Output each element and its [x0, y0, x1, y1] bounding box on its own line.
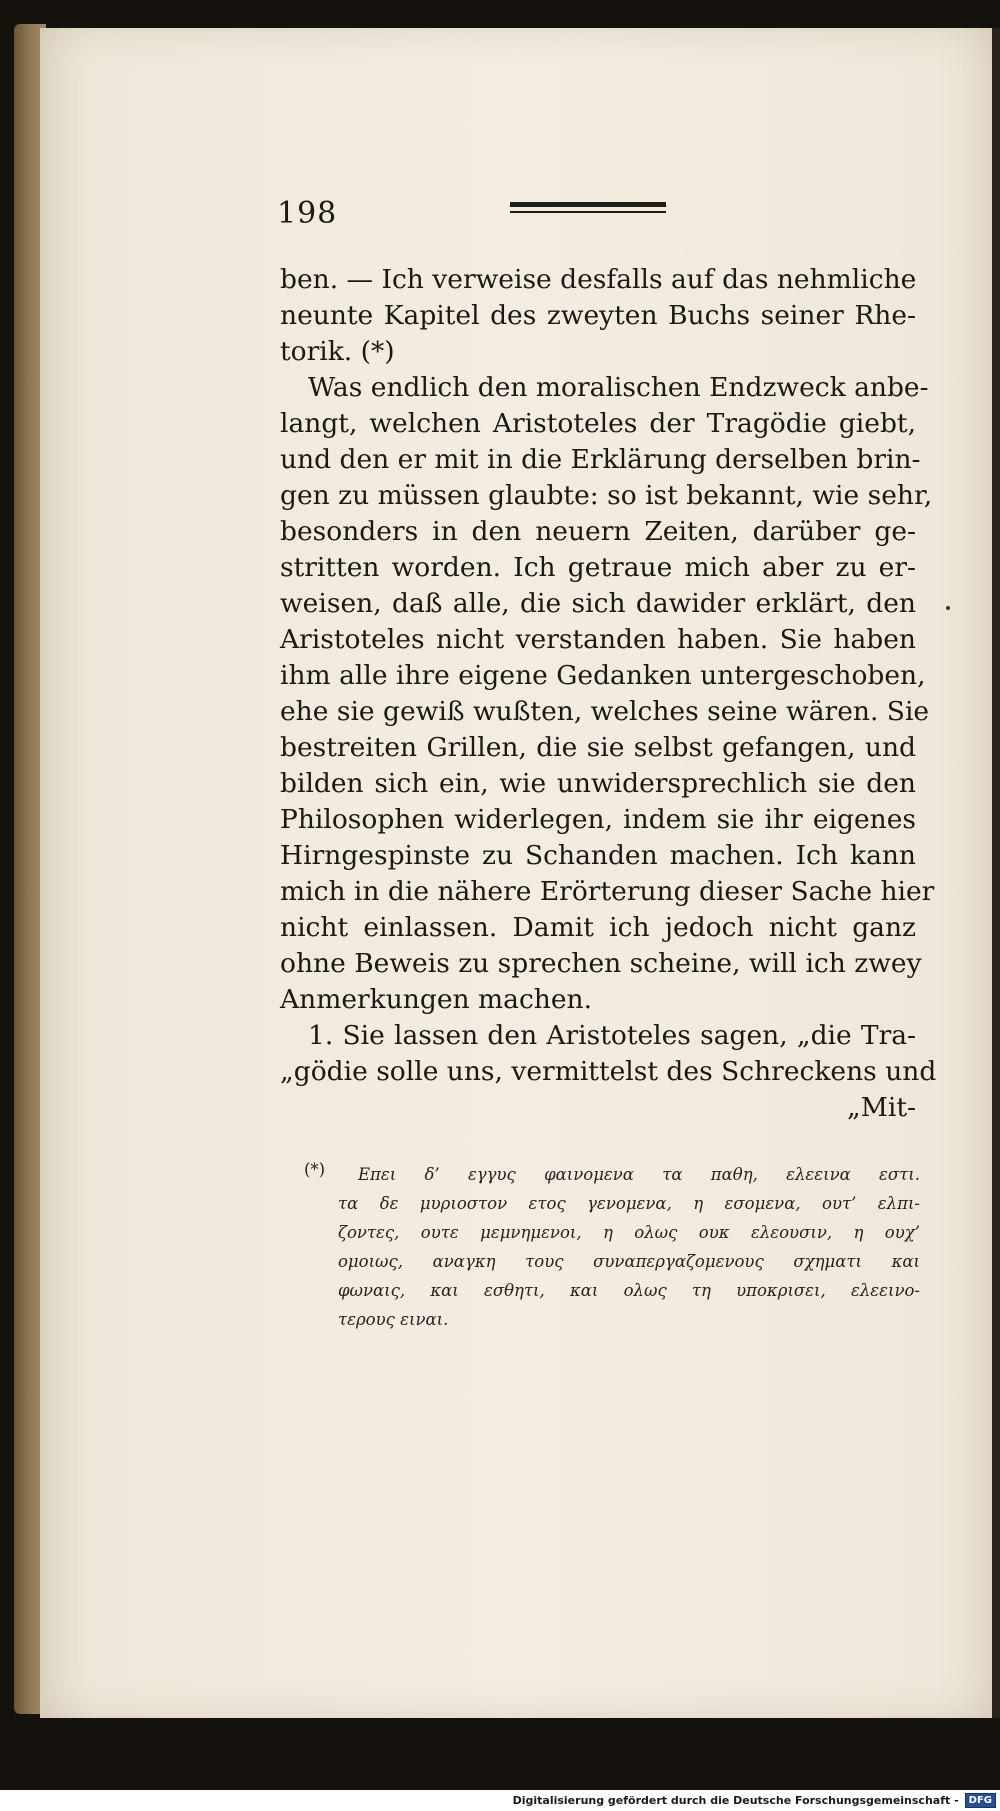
text-line: weisen, daß alle, die sich dawider erklärt, den — [280, 588, 916, 619]
text-line: bestreiten Grillen, die sie selbst gefangen, und — [280, 732, 916, 763]
page-number: 198 — [277, 196, 338, 231]
text-line: bilden sich ein, wie unwidersprechlich sie den — [280, 768, 916, 799]
footnote-line: ομοιως, αναγκη τους συναπεργαζομενους σχηματι και — [338, 1252, 920, 1271]
footnote-lines — [310, 1160, 920, 1334]
text-line: nicht einlassen. Damit ich jedoch nicht ganz — [280, 912, 916, 943]
text-line: mich in die nähere Erörterung dieser Sache hier — [280, 876, 935, 907]
text-line: torik. (*) — [280, 336, 395, 367]
paper-speck — [946, 606, 950, 610]
text-line: langt, welchen Aristoteles der Tragödie giebt, — [280, 408, 916, 439]
text-line: besonders in den neuern Zeiten, darüber ge- — [280, 516, 916, 547]
footer-credit: Digitalisierung gefördert durch die Deutsche Forschungsgemeinschaft - — [512, 1794, 959, 1807]
footnote-marker: (*) — [304, 1160, 326, 1179]
footer-bar — [0, 1790, 1000, 1811]
text-line: Was endlich den moralischen Endzweck anbe- — [308, 372, 929, 403]
body-text — [280, 262, 937, 1126]
text-line: neunte Kapitel des zweyten Buchs seiner Rhe- — [280, 300, 916, 331]
text-line: und den er mit in die Erklärung derselben brin- — [280, 444, 921, 475]
header-rule — [510, 202, 666, 216]
text-line: ben. — Ich verweise desfalls auf das nehmliche — [280, 264, 917, 295]
text-line: ehe sie gewiß wußten, welches seine wären. Sie — [280, 696, 930, 727]
text-line: ihm alle ihre eigene Gedanken untergeschoben, — [280, 660, 926, 691]
text-line: Philosophen widerlegen, indem sie ihr eigenes — [280, 804, 916, 835]
footnote-line: ζοντες, ουτε μεμνημενοι, η ολως ουκ ελεουσιν, η ουχ’ — [338, 1223, 920, 1242]
text-line: stritten worden. Ich getraue mich aber zu er- — [280, 552, 916, 583]
text-line: gen zu müssen glaubte: so ist bekannt, wie sehr, — [280, 480, 933, 511]
page-shadow — [992, 28, 1000, 1718]
footnote — [304, 1160, 920, 1334]
footnote-line: Επει δ’ εγγυς φαινομενα τα παθη, ελεεινα εστι. — [358, 1165, 920, 1184]
footnote-line: τα δε μυριοστον ετος γενομενα, η εσομενα, ουτ’ ελπι- — [338, 1194, 920, 1213]
text-line: Aristoteles nicht verstanden haben. Sie haben — [280, 624, 916, 655]
text-line: Anmerkungen machen. — [280, 984, 593, 1015]
text-line: ohne Beweis zu sprechen scheine, will ich zwey — [280, 948, 922, 979]
text-line: „gödie solle uns, vermittelst des Schreckens und — [280, 1056, 937, 1087]
header-rule-thin — [510, 211, 666, 213]
text-line: „Mit- — [847, 1092, 916, 1123]
footnote-line: φωναις, και εσθητι, και ολως τη υποκρισει, ελεεινο- — [338, 1281, 920, 1300]
text-line: 1. Sie lassen den Aristoteles sagen, „die Tra- — [308, 1020, 916, 1051]
header-rule-thick — [510, 202, 666, 207]
text-line: Hirngespinste zu Schanden machen. Ich kann — [280, 840, 916, 871]
dfg-logo: DFG — [965, 1793, 996, 1808]
footnote-line: τερους ειναι. — [338, 1310, 449, 1329]
